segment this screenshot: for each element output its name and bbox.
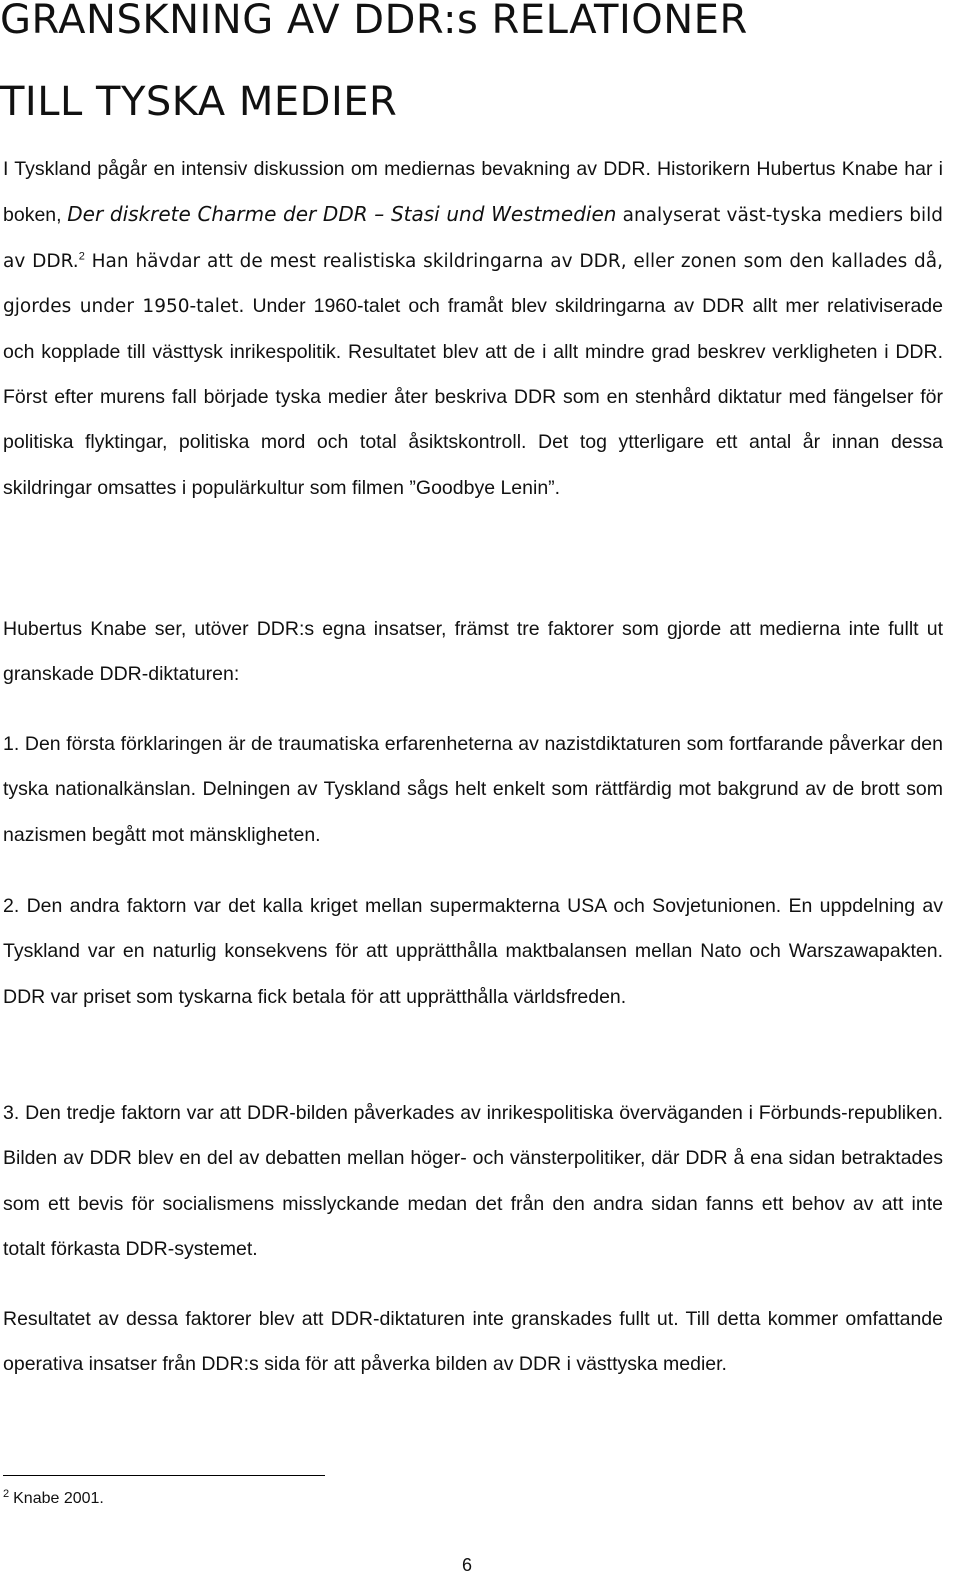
paragraph-intro-text-3: Han hävdar att de mest realistiska skildringarna av DDR, eller zonen som den kallades då, gjordes under 1950-talet.: [3, 250, 943, 318]
footnote: [3, 1487, 104, 1508]
paragraph-intro-text-1: I Tyskland pågår en intensiv diskussion om mediernas bevakning av DDR. Historikern Hubertus Knabe har i boken,: [3, 158, 943, 227]
paragraph-factors-intro: Hubertus Knabe ser, utöver DDR:s egna insatser, främst tre faktorer som gjorde att medierna inte fullt ut granskade DDR-diktaturen:: [3, 618, 943, 686]
footnote-text: Knabe 2001.: [13, 1490, 104, 1507]
paragraph-intro-text-2: analyserat väst-tyska mediers bild av DDR.: [3, 205, 944, 272]
paragraph-factor-2: 2. Den andra faktorn var det kalla kriget mellan supermakterna USA och Sovjetunionen. En uppdelning av Tyskland var en naturlig konsekvens för att upprätthålla maktbalansen mellan Nato och Warszawapakten. DDR var priset som tyskarna fick betala för att upprätthålla världsfreden.: [3, 895, 943, 1008]
footnote-divider: [3, 1475, 325, 1476]
footnote-number: 2: [3, 1487, 10, 1500]
footnote-reference: 2: [78, 250, 85, 263]
book-title: Der diskrete Charme der DDR – Stasi und Westmedien: [67, 202, 617, 227]
heading-line-2: TILL TYSKA MEDIER: [0, 79, 398, 125]
paragraph-conclusion: Resultatet av dessa faktorer blev att DDR-diktaturen inte granskades fullt ut. Till detta kommer omfattande operativa insatser från DDR:s sida för att påverka bilden av DDR i västtyska medier.: [3, 1308, 943, 1376]
page-number: 6: [462, 1555, 473, 1575]
paragraph-factor-1: 1. Den första förklaringen är de traumatiska erfarenheterna av nazistdiktaturen som fortfarande påverkar den tyska nationalkänslan. Delningen av Tyskland sågs helt enkelt som rättfärdig mot bakgrund av de brott som nazismen begått mot mänskligheten.: [3, 733, 943, 846]
paragraph-intro-text-4: Under 1960-talet och framåt blev skildringarna av DDR allt mer relativiserade och kopplade till västtysk inrikespolitik. Resultatet blev att de i allt mindre grad beskrev verkligheten i DDR. Först efter murens fall började tyska medier åter beskriva DDR som en stenhård diktatur med fängelser för politiska flyktingar, politiska mord och total åsiktskontroll. Det tog ytterligare ett antal år innan dessa skildringar omsattes i populärkultur som filmen ”Goodbye Lenin”.: [3, 295, 943, 499]
heading-line-1: GRANSKNING AV DDR:s RELATIONER: [0, 0, 748, 43]
paragraph-intro: [3, 147, 943, 511]
paragraph-factor-3: 3. Den tredje faktorn var att DDR-bilden påverkades av inrikespolitiska överväganden i Förbunds-republiken. Bilden av DDR blev en del av debatten mellan höger- och vänsterpolitiker, där DDR å ena sidan betraktades som ett bevis för socialismens misslyckande medan det från den andra sidan fanns ett behov av att inte totalt förkasta DDR-systemet.: [3, 1102, 943, 1261]
